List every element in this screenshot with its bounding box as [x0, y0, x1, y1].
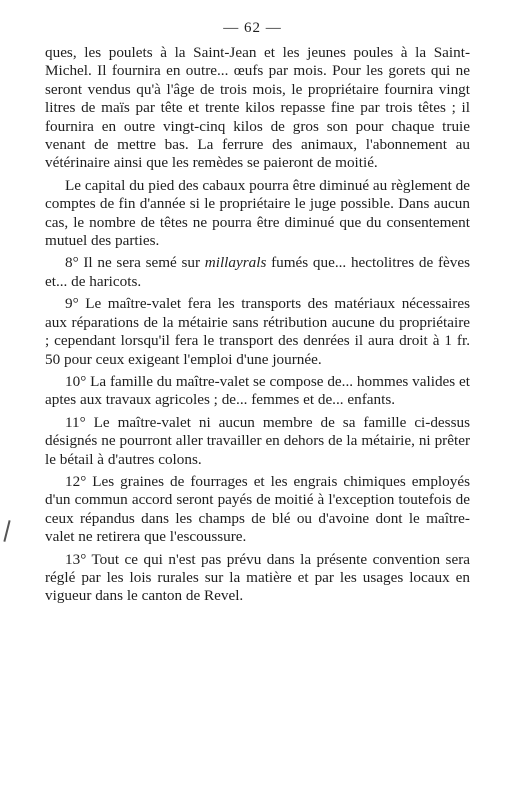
paragraph-article-13: 13° Tout ce qui n'est pas prévu dans la présente convention sera réglé par les lois rurales sur la matière et par les usages locaux en vigueur dans le canton de Revel.: [45, 550, 470, 605]
article-8-text-start: 8° Il ne sera semé sur: [65, 254, 205, 272]
article-8-term: millayrals: [204, 254, 267, 272]
paragraph-livestock-continuation: ques, les poulets à la Saint-Jean et les jeunes poules à la Saint-Michel. Il fournira en outre... œufs par mois. Pour les gorets qui ne seront vendus qu'à l'âge de trois mois, le propriétaire fournira vingt litres de maïs par tête et trente kilos repasse fine par trois têtes ; il fournira en outre vingt-cinq kilos de gros son pour chaque truie venant de mettre bas. La ferrure des animaux, l'abonnement au vétérinaire ainsi que les remèdes se paieront de moitié.: [45, 44, 470, 172]
paragraph-article-11: 11° Le maître-valet ni aucun membre de sa famille ci-dessus désignés ne pourront aller travailler en dehors de la métairie, ni prêter le bétail à d'autres colons.: [45, 413, 470, 468]
paragraph-article-10: 10° La famille du maître-valet se compose de... hommes valides et aptes aux travaux agricoles ; de... femmes et de... enfants.: [45, 372, 470, 409]
paragraph-article-9: 9° Le maître-valet fera les transports des matériaux nécessaires aux réparations de la métairie sans rétribution aucune du propriétaire ; cependant lorsqu'il fera le transport des denrées il aura droit à 1 fr. 50 pour ceux exigeant l'emploi d'une journée.: [45, 295, 470, 368]
paragraph-article-8: [45, 254, 470, 291]
article-8-text-end: fumés que... hectolitres de fèves et... de haricots.: [45, 254, 470, 290]
paragraph-article-12: 12° Les graines de fourrages et les engrais chimiques employés d'un commun accord seront payés de moitié à l'exception toutefois de ceux répandus dans les champs de blé ou d'avoine dont le maître-valet ne retirera que l'escoussure.: [45, 472, 470, 546]
body-text: [45, 44, 470, 610]
page-number: — 62 —: [223, 20, 282, 36]
paragraph-cabaux-capital: Le capital du pied des cabaux pourra être diminué au règlement de comptes de fin d'année si le propriétaire le juge possible. Dans aucun cas, le nombre de têtes ne pourra être diminué que du consentement mutuel des parties.: [45, 176, 470, 250]
margin-pencil-mark: [3, 520, 10, 542]
